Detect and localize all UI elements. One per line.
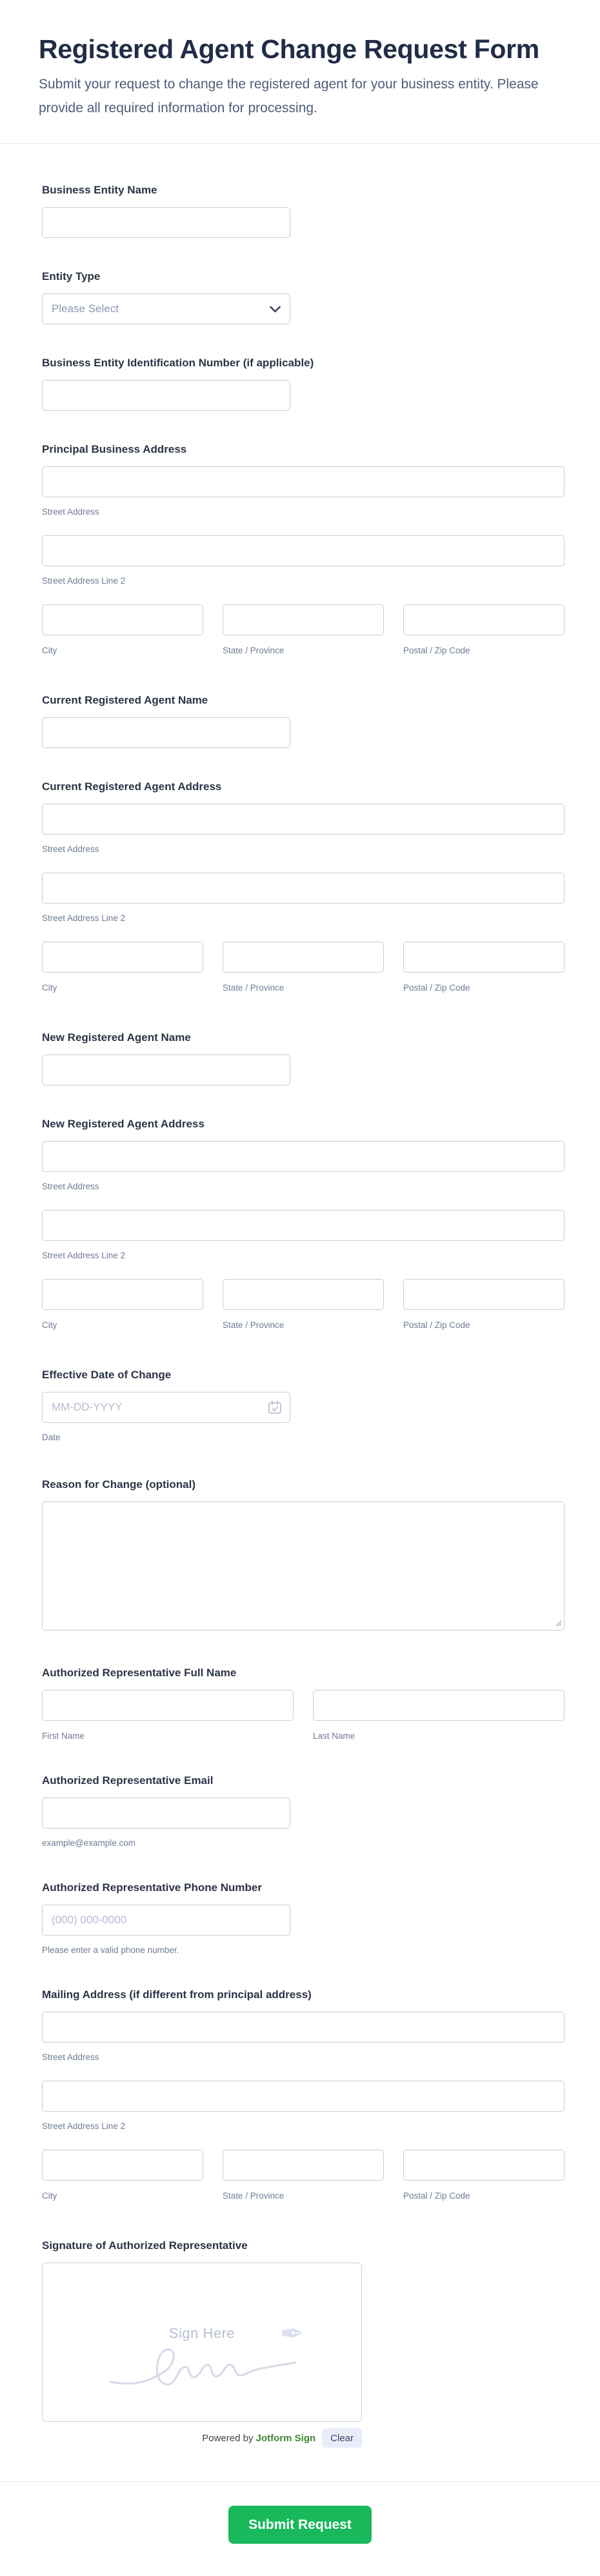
entity-id-input[interactable] xyxy=(42,380,290,411)
state-col xyxy=(223,604,384,655)
state-sublabel: State / Province xyxy=(223,1320,285,1330)
field-label: Reason for Change (optional) xyxy=(42,1478,195,1491)
reason-textarea[interactable] xyxy=(42,1501,565,1630)
city-col xyxy=(42,604,203,655)
current-agent-street-input[interactable] xyxy=(42,804,565,835)
mailing-postal-input[interactable] xyxy=(403,2150,565,2181)
new-agent-state-input[interactable] xyxy=(223,1279,384,1310)
submit-button[interactable]: Submit Request xyxy=(228,2506,372,2544)
first-name-input[interactable] xyxy=(42,1690,294,1721)
field-label: Current Registered Agent Name xyxy=(42,694,208,706)
effective-date-input[interactable] xyxy=(42,1392,290,1423)
principal-street-input[interactable] xyxy=(42,466,565,497)
new-agent-street2-input[interactable] xyxy=(42,1210,565,1241)
city-sublabel: City xyxy=(42,1320,57,1330)
postal-sublabel: Postal / Zip Code xyxy=(403,1320,470,1330)
field-representative-email xyxy=(42,1774,565,1848)
field-label: Business Entity Identification Number (if applicable) xyxy=(42,357,314,369)
field-label: Mailing Address (if different from principal address) xyxy=(42,1988,312,2001)
field-label: Business Entity Name xyxy=(42,184,157,196)
postal-sublabel: Postal / Zip Code xyxy=(403,2191,470,2201)
field-label: Effective Date of Change xyxy=(42,1369,172,1381)
principal-postal-input[interactable] xyxy=(403,604,565,635)
current-agent-street2-input[interactable] xyxy=(42,873,565,904)
form-footer xyxy=(0,2482,600,2576)
city-sublabel: City xyxy=(42,983,57,993)
postal-sublabel: Postal / Zip Code xyxy=(403,646,470,655)
street2-sublabel: Street Address Line 2 xyxy=(42,913,126,923)
field-representative-phone xyxy=(42,1881,565,1955)
pen-nib-icon: ✒ xyxy=(279,2316,305,2351)
current-agent-name-input[interactable] xyxy=(42,717,290,748)
postal-sublabel: Postal / Zip Code xyxy=(403,983,470,993)
chevron-down-icon xyxy=(270,306,281,313)
form-body xyxy=(0,144,600,2482)
field-entity-id-number xyxy=(42,357,565,411)
mailing-street-input[interactable] xyxy=(42,2012,565,2043)
city-col xyxy=(42,1279,203,1330)
email-sublabel: example@example.com xyxy=(42,1838,136,1848)
field-signature xyxy=(42,2239,565,2448)
date-sublabel: Date xyxy=(42,1432,61,1442)
street-sublabel: Street Address xyxy=(42,2052,99,2062)
street-sublabel: Street Address xyxy=(42,1182,99,1191)
email-input[interactable] xyxy=(42,1798,290,1828)
field-label: Current Registered Agent Address xyxy=(42,780,222,793)
form-description: Submit your request to change the registered agent for your business entity. Please provide all required information for processing. xyxy=(39,77,539,115)
new-agent-postal-input[interactable] xyxy=(403,1279,565,1310)
city-col xyxy=(42,942,203,993)
field-label: Authorized Representative Full Name xyxy=(42,1667,237,1679)
postal-col xyxy=(403,942,565,993)
state-col xyxy=(223,1279,384,1330)
field-mailing-address xyxy=(42,1988,565,2201)
business-entity-name-input[interactable] xyxy=(42,207,290,238)
city-col xyxy=(42,2150,203,2201)
last-name-col xyxy=(313,1690,565,1741)
page-title: Registered Agent Change Request Form xyxy=(39,34,539,64)
field-new-agent-name xyxy=(42,1031,565,1085)
new-agent-street-input[interactable] xyxy=(42,1141,565,1172)
new-agent-name-input[interactable] xyxy=(42,1055,290,1085)
street2-sublabel: Street Address Line 2 xyxy=(42,2121,126,2131)
field-label: Signature of Authorized Representative xyxy=(42,2239,248,2252)
principal-city-input[interactable] xyxy=(42,604,203,635)
select-placeholder: Please Select xyxy=(52,302,119,315)
street2-sublabel: Street Address Line 2 xyxy=(42,576,126,586)
form-header xyxy=(0,0,600,144)
sign-here-text: Sign Here xyxy=(168,2325,235,2341)
principal-street2-input[interactable] xyxy=(42,535,565,566)
street-sublabel: Street Address xyxy=(42,844,99,854)
current-agent-postal-input[interactable] xyxy=(403,942,565,973)
street2-sublabel: Street Address Line 2 xyxy=(42,1251,126,1260)
street-sublabel: Street Address xyxy=(42,507,99,517)
mailing-state-input[interactable] xyxy=(223,2150,384,2181)
state-sublabel: State / Province xyxy=(223,2191,285,2201)
last-name-input[interactable] xyxy=(313,1690,565,1721)
field-entity-type xyxy=(42,270,565,324)
postal-col xyxy=(403,2150,565,2201)
field-representative-name xyxy=(42,1667,565,1741)
field-label: New Registered Agent Address xyxy=(42,1118,205,1130)
phone-sublabel: Please enter a valid phone number. xyxy=(42,1945,179,1955)
current-agent-city-input[interactable] xyxy=(42,942,203,973)
mailing-street2-input[interactable] xyxy=(42,2081,565,2112)
state-sublabel: State / Province xyxy=(223,646,285,655)
field-business-entity-name xyxy=(42,184,565,238)
city-sublabel: City xyxy=(42,646,57,655)
textarea-wrap xyxy=(42,1501,565,1630)
current-agent-state-input[interactable] xyxy=(223,942,384,973)
state-sublabel: State / Province xyxy=(223,983,285,993)
field-label: Entity Type xyxy=(42,270,101,282)
mailing-city-input[interactable] xyxy=(42,2150,203,2181)
state-col xyxy=(223,942,384,993)
signature-footer xyxy=(42,2428,362,2448)
field-label: Principal Business Address xyxy=(42,443,187,455)
first-name-sublabel: First Name xyxy=(42,1731,85,1741)
field-label: Authorized Representative Email xyxy=(42,1774,214,1787)
entity-type-select[interactable] xyxy=(42,293,290,324)
new-agent-city-input[interactable] xyxy=(42,1279,203,1310)
powered-by-text xyxy=(202,2433,315,2444)
field-reason-for-change xyxy=(42,1478,565,1630)
last-name-sublabel: Last Name xyxy=(313,1731,355,1741)
field-new-agent-address xyxy=(42,1118,565,1330)
powered-by-prefix: Powered by xyxy=(202,2432,254,2444)
field-principal-address xyxy=(42,443,565,655)
postal-col xyxy=(403,604,565,655)
principal-state-input[interactable] xyxy=(223,604,384,635)
state-col xyxy=(223,2150,384,2201)
field-current-agent-name xyxy=(42,694,565,748)
date-picker xyxy=(42,1392,290,1423)
clear-signature-button[interactable]: Clear xyxy=(322,2428,362,2448)
field-label: New Registered Agent Name xyxy=(42,1031,191,1044)
jotform-sign-brand: Jotform Sign xyxy=(255,2432,316,2444)
signature-pad[interactable] xyxy=(42,2263,362,2422)
field-effective-date xyxy=(42,1369,565,1442)
city-sublabel: City xyxy=(42,2191,57,2201)
postal-col xyxy=(403,1279,565,1330)
field-current-agent-address xyxy=(42,780,565,993)
phone-input[interactable] xyxy=(42,1905,290,1936)
first-name-col xyxy=(42,1690,294,1741)
field-label: Authorized Representative Phone Number xyxy=(42,1881,263,1894)
